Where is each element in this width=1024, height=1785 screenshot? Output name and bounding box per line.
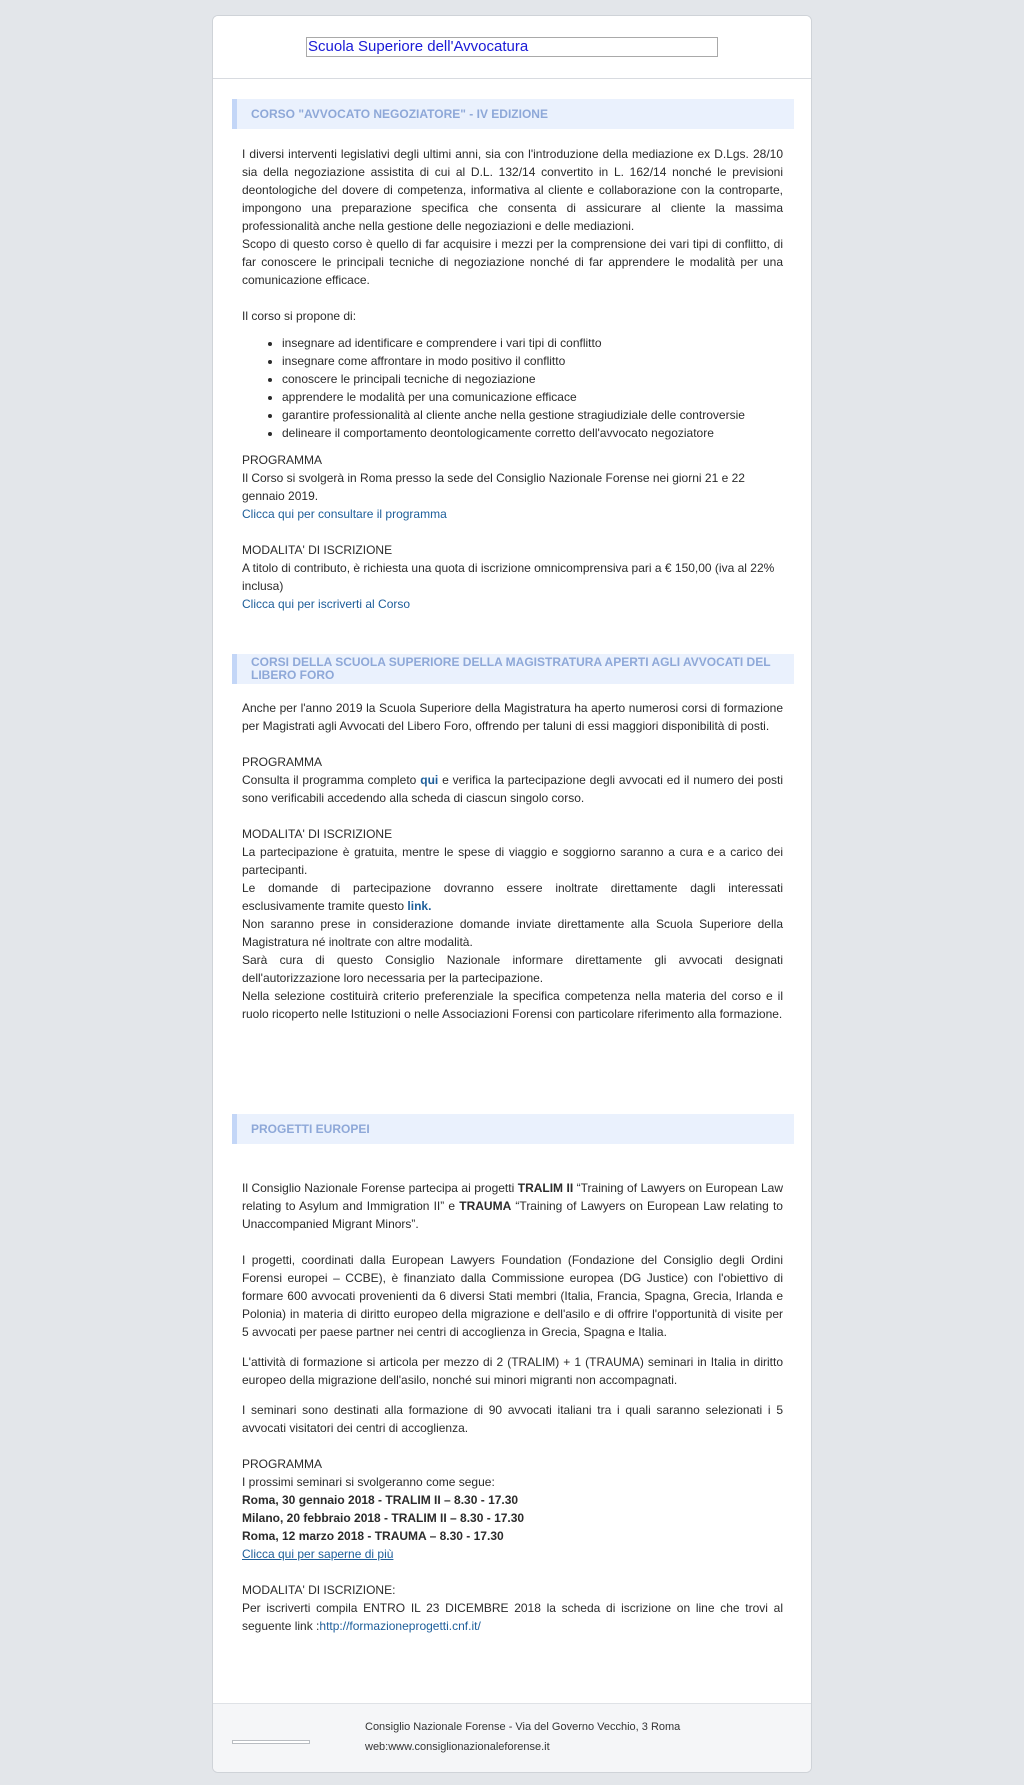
footer-web: web:www.consiglionazionaleforense.it [365, 1741, 550, 1753]
iscrizione-p1: La partecipazione è gratuita, mentre le spese di viaggio e soggiorno saranno a cura e a carico dei partecipanti. [242, 845, 783, 877]
course-scope-paragraph: Scopo di questo corso è quello di far acquisire i mezzi per la comprensione dei vari tipi di conflitto, di far conoscere le principali tecniche di negoziazione nonché di far apprendere le modalità per una comunicazione efficace. [242, 237, 783, 287]
programma-link[interactable]: Clicca qui per consultare il programma [242, 507, 447, 521]
header [213, 16, 811, 79]
section-magistratura [242, 699, 783, 1023]
list-item: • insegnare ad identificare e comprendere i vari tipi di conflitto [282, 334, 783, 352]
programma-qui-link[interactable]: qui [420, 773, 439, 787]
course-intro-paragraph: I diversi interventi legislativi degli ultimi anni, sia con l'introduzione della mediazione ex D.Lgs. 28/10 sia della negoziazione assistita di cui al D.L. 132/14 convertito in L. 162/14 nonché le previsioni deontologiche del dovere di competenza, informativa al cliente e collaborazione con la controparte, impongono una preparazione specifica che consenta di assicurare al cliente la massima professionalità anche nella gestione delle negoziazioni e delle mediazioni. [242, 147, 783, 233]
list-item: • apprendere le modalità per una comunicazione efficace [282, 388, 783, 406]
iscrizione-p4: Sarà cura di questo Consiglio Nazionale informare direttamente gli avvocati designati dell'autorizzazione loro necessaria per la partecipazione. [242, 953, 783, 985]
iscrizione-heading: MODALITA' DI ISCRIZIONE: [242, 1583, 396, 1597]
formazione-progetti-link[interactable]: http://formazioneprogetti.cnf.it/ [319, 1619, 481, 1633]
section-heading-avvocato-negoziatore: CORSO "AVVOCATO NEGOZIATORE" - IV EDIZIONE [232, 99, 794, 129]
course-aims-list [242, 334, 783, 442]
progetti-seminari: I seminari sono destinati alla formazione di 90 avvocati italiani tra i quali saranno selezionati i 5 avvocati visitatori dei centri di accoglienza. [242, 1403, 783, 1435]
footer-address: Consiglio Nazionale Forense - Via del Governo Vecchio, 3 Roma [365, 1721, 681, 1733]
section-avvocato-negoziatore [242, 145, 783, 613]
iscriviti-link[interactable]: Clicca qui per iscriverti al Corso [242, 597, 411, 611]
saperne-di-piu-link[interactable]: Clicca qui per saperne di più [242, 1547, 394, 1561]
iscrizione-p3: Non saranno prese in considerazione domande inviate direttamente alla Scuola Superiore della Magistratura né inoltrate con altre modalità. [242, 917, 783, 949]
progetti-intro: Il Consiglio Nazionale Forense partecipa ai progetti TRALIM II “Training of Lawyers on European Law relating to Asylum and Immigration II” e TRAUMA “Training of Lawyers on European Law relating to Unaccompanied Migrant Minors”. [242, 1181, 783, 1231]
footer [213, 1703, 811, 1773]
footer-contacts [365, 1717, 680, 1757]
programma-heading: PROGRAMMA [242, 755, 323, 769]
seminar-date: Milano, 20 febbraio 2018 - TRALIM II – 8.30 - 17.30 [242, 1511, 525, 1525]
newsletter-title: Scuola Superiore dell'Avvocatura [306, 37, 718, 57]
programma-text: Il Corso si svolgerà in Roma presso la sede del Consiglio Nazionale Forense nei giorni 21 e 22 gennaio 2019. [242, 471, 745, 503]
list-item: • garantire professionalità al cliente anche nella gestione stragiudiziale delle controversie [282, 406, 783, 424]
iscrizione-heading: MODALITA' DI ISCRIZIONE [242, 827, 393, 841]
iscrizione-text: A titolo di contributo, è richiesta una quota di iscrizione omnicomprensiva pari a € 150,00 (iva al 22% inclusa) [242, 561, 775, 593]
iscrizione-heading: MODALITA' DI ISCRIZIONE [242, 543, 393, 557]
section-heading-progetti-europei: PROGETTI EUROPEI [232, 1114, 794, 1144]
iscrizione-p5: Nella selezione costituirà criterio preferenziale la specifica competenza nella materia del corso e il ruolo ricoperto nelle Istituzioni o nelle Associazioni Forensi con particolare riferimento alla formazione. [242, 989, 783, 1021]
course-aims-intro: Il corso si propone di: [242, 309, 357, 323]
newsletter-card [212, 15, 812, 1773]
programma-text: Consulta il programma completo qui e verifica la partecipazione degli avvocati ed il numero dei posti sono verificabili accedendo alla scheda di ciascun singolo corso. [242, 773, 784, 805]
iscrizione-text: Per iscriverti compila ENTRO IL 23 DICEMBRE 2018 la scheda di iscrizione on line che trovi al seguente link :http://formazioneprogetti.cnf.it/ [242, 1601, 783, 1633]
progetti-description: I progetti, coordinati dalla European Lawyers Foundation (Fondazione del Consiglio degli Ordini Forensi europei – CCBE), è finanziato dalla Commissione europea (DG Justice) con l'obiettivo di formare 600 avvocati provenienti da 6 diversi Stati membri (Italia, Francia, Spagna, Grecia, Irlanda e Polonia) in materia di diritto europeo della migrazione e dell'asilo e di offrire l'opportunità di visite per 5 avvocati per paese partner nei centri di accoglienza in Grecia, Spagna e Italia. [242, 1253, 783, 1339]
programma-heading: PROGRAMMA [242, 453, 323, 467]
list-item: • delineare il comportamento deontologicamente corretto dell'avvocato negoziatore [282, 424, 783, 442]
magistratura-intro: Anche per l'anno 2019 la Scuola Superiore della Magistratura ha aperto numerosi corsi di formazione per Magistrati agli Avvocati del Libero Foro, offrendo per taluni di essi maggiori disponibilità di posti. [242, 701, 783, 733]
seminari-intro: I prossimi seminari si svolgeranno come segue: [242, 1475, 495, 1489]
list-item: • insegnare come affrontare in modo positivo il conflitto [282, 352, 783, 370]
domande-link[interactable]: link. [407, 899, 432, 913]
footer-logo-placeholder [232, 1740, 310, 1744]
list-item: • conoscere le principali tecniche di negoziazione [282, 370, 783, 388]
iscrizione-p2: Le domande di partecipazione dovranno essere inoltrate direttamente dagli interessati esclusivamente tramite questo link. [242, 881, 783, 913]
section-progetti-europei [242, 1179, 783, 1635]
section-heading-magistratura: CORSI DELLA SCUOLA SUPERIORE DELLA MAGISTRATURA APERTI AGLI AVVOCATI DEL LIBERO FORO [232, 654, 794, 684]
seminar-date: Roma, 12 marzo 2018 - TRAUMA – 8.30 - 17.30 [242, 1529, 504, 1543]
seminar-date: Roma, 30 gennaio 2018 - TRALIM II – 8.30 - 17.30 [242, 1493, 519, 1507]
programma-heading: PROGRAMMA [242, 1457, 323, 1471]
progetti-attivita: L'attività di formazione si articola per mezzo di 2 (TRALIM) + 1 (TRAUMA) seminari in Italia in diritto europeo della migrazione dell'asilo, nonché sui minori migranti non accompagnati. [242, 1355, 783, 1387]
